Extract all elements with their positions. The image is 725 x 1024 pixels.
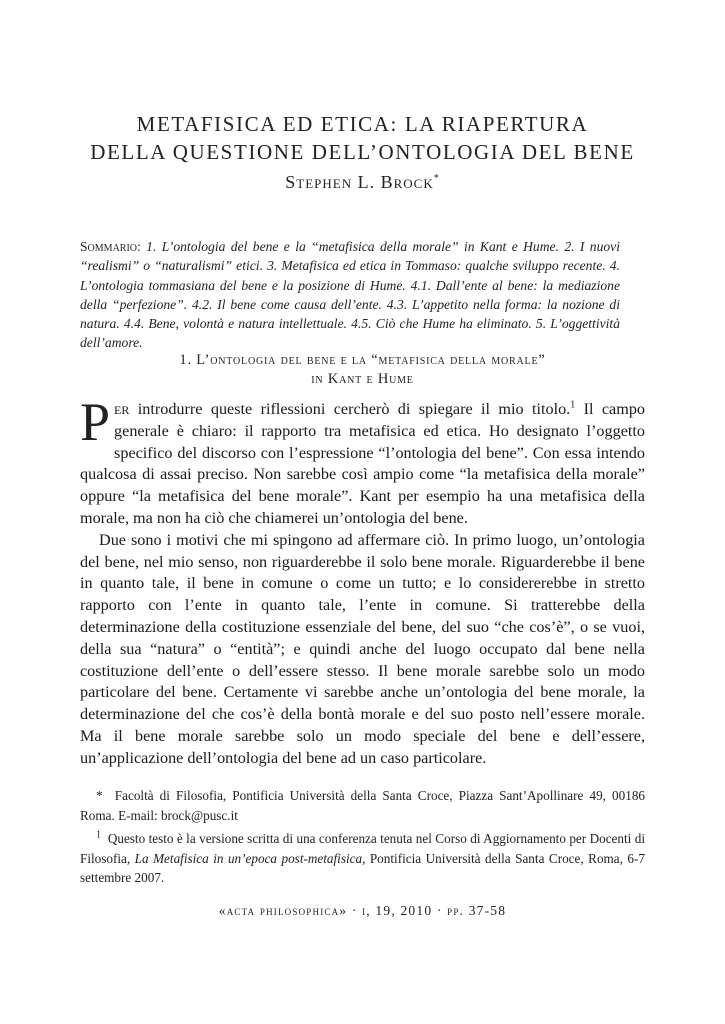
journal-citation: «acta philosophica» · i, 19, 2010 · pp. 37-58 <box>218 903 507 918</box>
abstract-colon: : <box>137 239 147 254</box>
section-heading <box>80 351 645 389</box>
footnote-1-course-title: La Metafisica in un’epoca post-metafisica <box>134 850 363 866</box>
author-text: Stephen L. Brock <box>285 172 434 192</box>
paragraph-2: Due sono i motivi che mi spingono ad affermare ciò. In primo luogo, un’ontologia del bene, nel mio senso, non riguarderebbe il solo bene morale. Riguarderebbe il bene in quanto tale, il bene in comune o come un tutto; e lo considererebbe in stretto rapporto con l’ente in quanto tale, l’ente in comune. Si tratterebbe della determinazione della costituzione essenziale del bene, del suo “che cos’è”, o se vuoi, della sua “natura” o “entità”; e quindi anche del luogo occupato dal bene nella costituzione dell’ente o dell’essere stesso. Il bene morale sarebbe solo un modo particolare del bene. Certamente vi sarebbe anche un’ontologia del bene morale, la determinazione del che cos’è della bontà morale e del suo posto nell’essere morale. Ma il bene morale sarebbe solo un modo speciale del bene e dell’essere, un’applicazione dell’ontologia del bene ad un caso particolare. <box>80 530 645 767</box>
article-title <box>60 110 665 166</box>
author-name <box>60 172 665 193</box>
body-text <box>80 392 646 770</box>
paragraph-1-continued: Il campo generale è chiaro: il rapporto tra metafisica ed etica. Ho designato l’oggetto specifico del discorso con l’espressione “l’ontologia del bene”. Con essa intendo qualcosa di assai preciso. Non sarebbe così ampio come “la metafisica della morale” oppure “la metafisica del bene morale”. Kant per esempio ha una metafisica della morale, ma non ha ciò che chiamerei un’ontologia del bene. <box>80 400 646 527</box>
first-word: er <box>114 399 130 418</box>
footnote-star-text: Facoltà di Filosofia, Pontificia Università della Santa Croce, Piazza Sant’Apollinare 49, 00186 Roma. E-mail: brock@pusc.it <box>80 788 646 823</box>
abstract-label: Sommario <box>80 239 138 254</box>
footnote-1 <box>80 829 645 888</box>
article-title-line-2: DELLA QUESTIONE DELL’ONTOLOGIA DEL BENE <box>90 140 635 164</box>
footnote-ref-1: 1 <box>570 399 576 411</box>
section-heading-line-2: in Kant e Hume <box>311 371 414 387</box>
abstract-text: 1. L’ontologia del bene e la “metafisica della morale” in Kant e Hume. 2. I nuovi “realismi” o “naturalismi” etici. 3. Metafisica ed etica in Tommaso: qualche sviluppo recente. 4. L’ontologia tommasiana del bene e la posizione di Hume. 4.1. Dall’ente al bene: la mediazione della “perfezione”. 4.2. Il bene come causa dell’ente. 4.3. L’appetito nella forma: la nozione di natura. 4.4. Bene, volontà e natura intellettuale. 4.5. Ciò che Hume ha eliminato. 5. L’oggettività dell’amore. <box>80 239 620 351</box>
footnote-star <box>80 786 645 825</box>
author-footnote-mark: * <box>433 173 440 184</box>
article-title-line-1: METAFISICA ED ETICA: LA RIAPERTURA <box>136 112 589 136</box>
drop-cap: P <box>80 392 111 452</box>
footnotes <box>80 786 645 892</box>
footnote-star-mark: * <box>96 788 103 803</box>
footnote-1-mark: 1 <box>96 829 101 841</box>
paragraph-1 <box>80 392 646 530</box>
footnote-1-text-start: Questo testo è la versione scritta di una conferenza tenuta nel Corso di Aggiornamento per Docenti di Filosofia, <box>80 831 645 866</box>
footnote-1-text-end: , Pontificia Università della Santa Croce, Roma, 6-7 settembre 2007. <box>80 850 646 885</box>
section-heading-line-1: 1. L’ontologia del bene e la “metafisica della morale” <box>179 352 546 368</box>
abstract <box>80 237 620 353</box>
paragraph-1-text: introdurre queste riflessioni cercherò di spiegare il mio titolo. <box>129 400 571 418</box>
